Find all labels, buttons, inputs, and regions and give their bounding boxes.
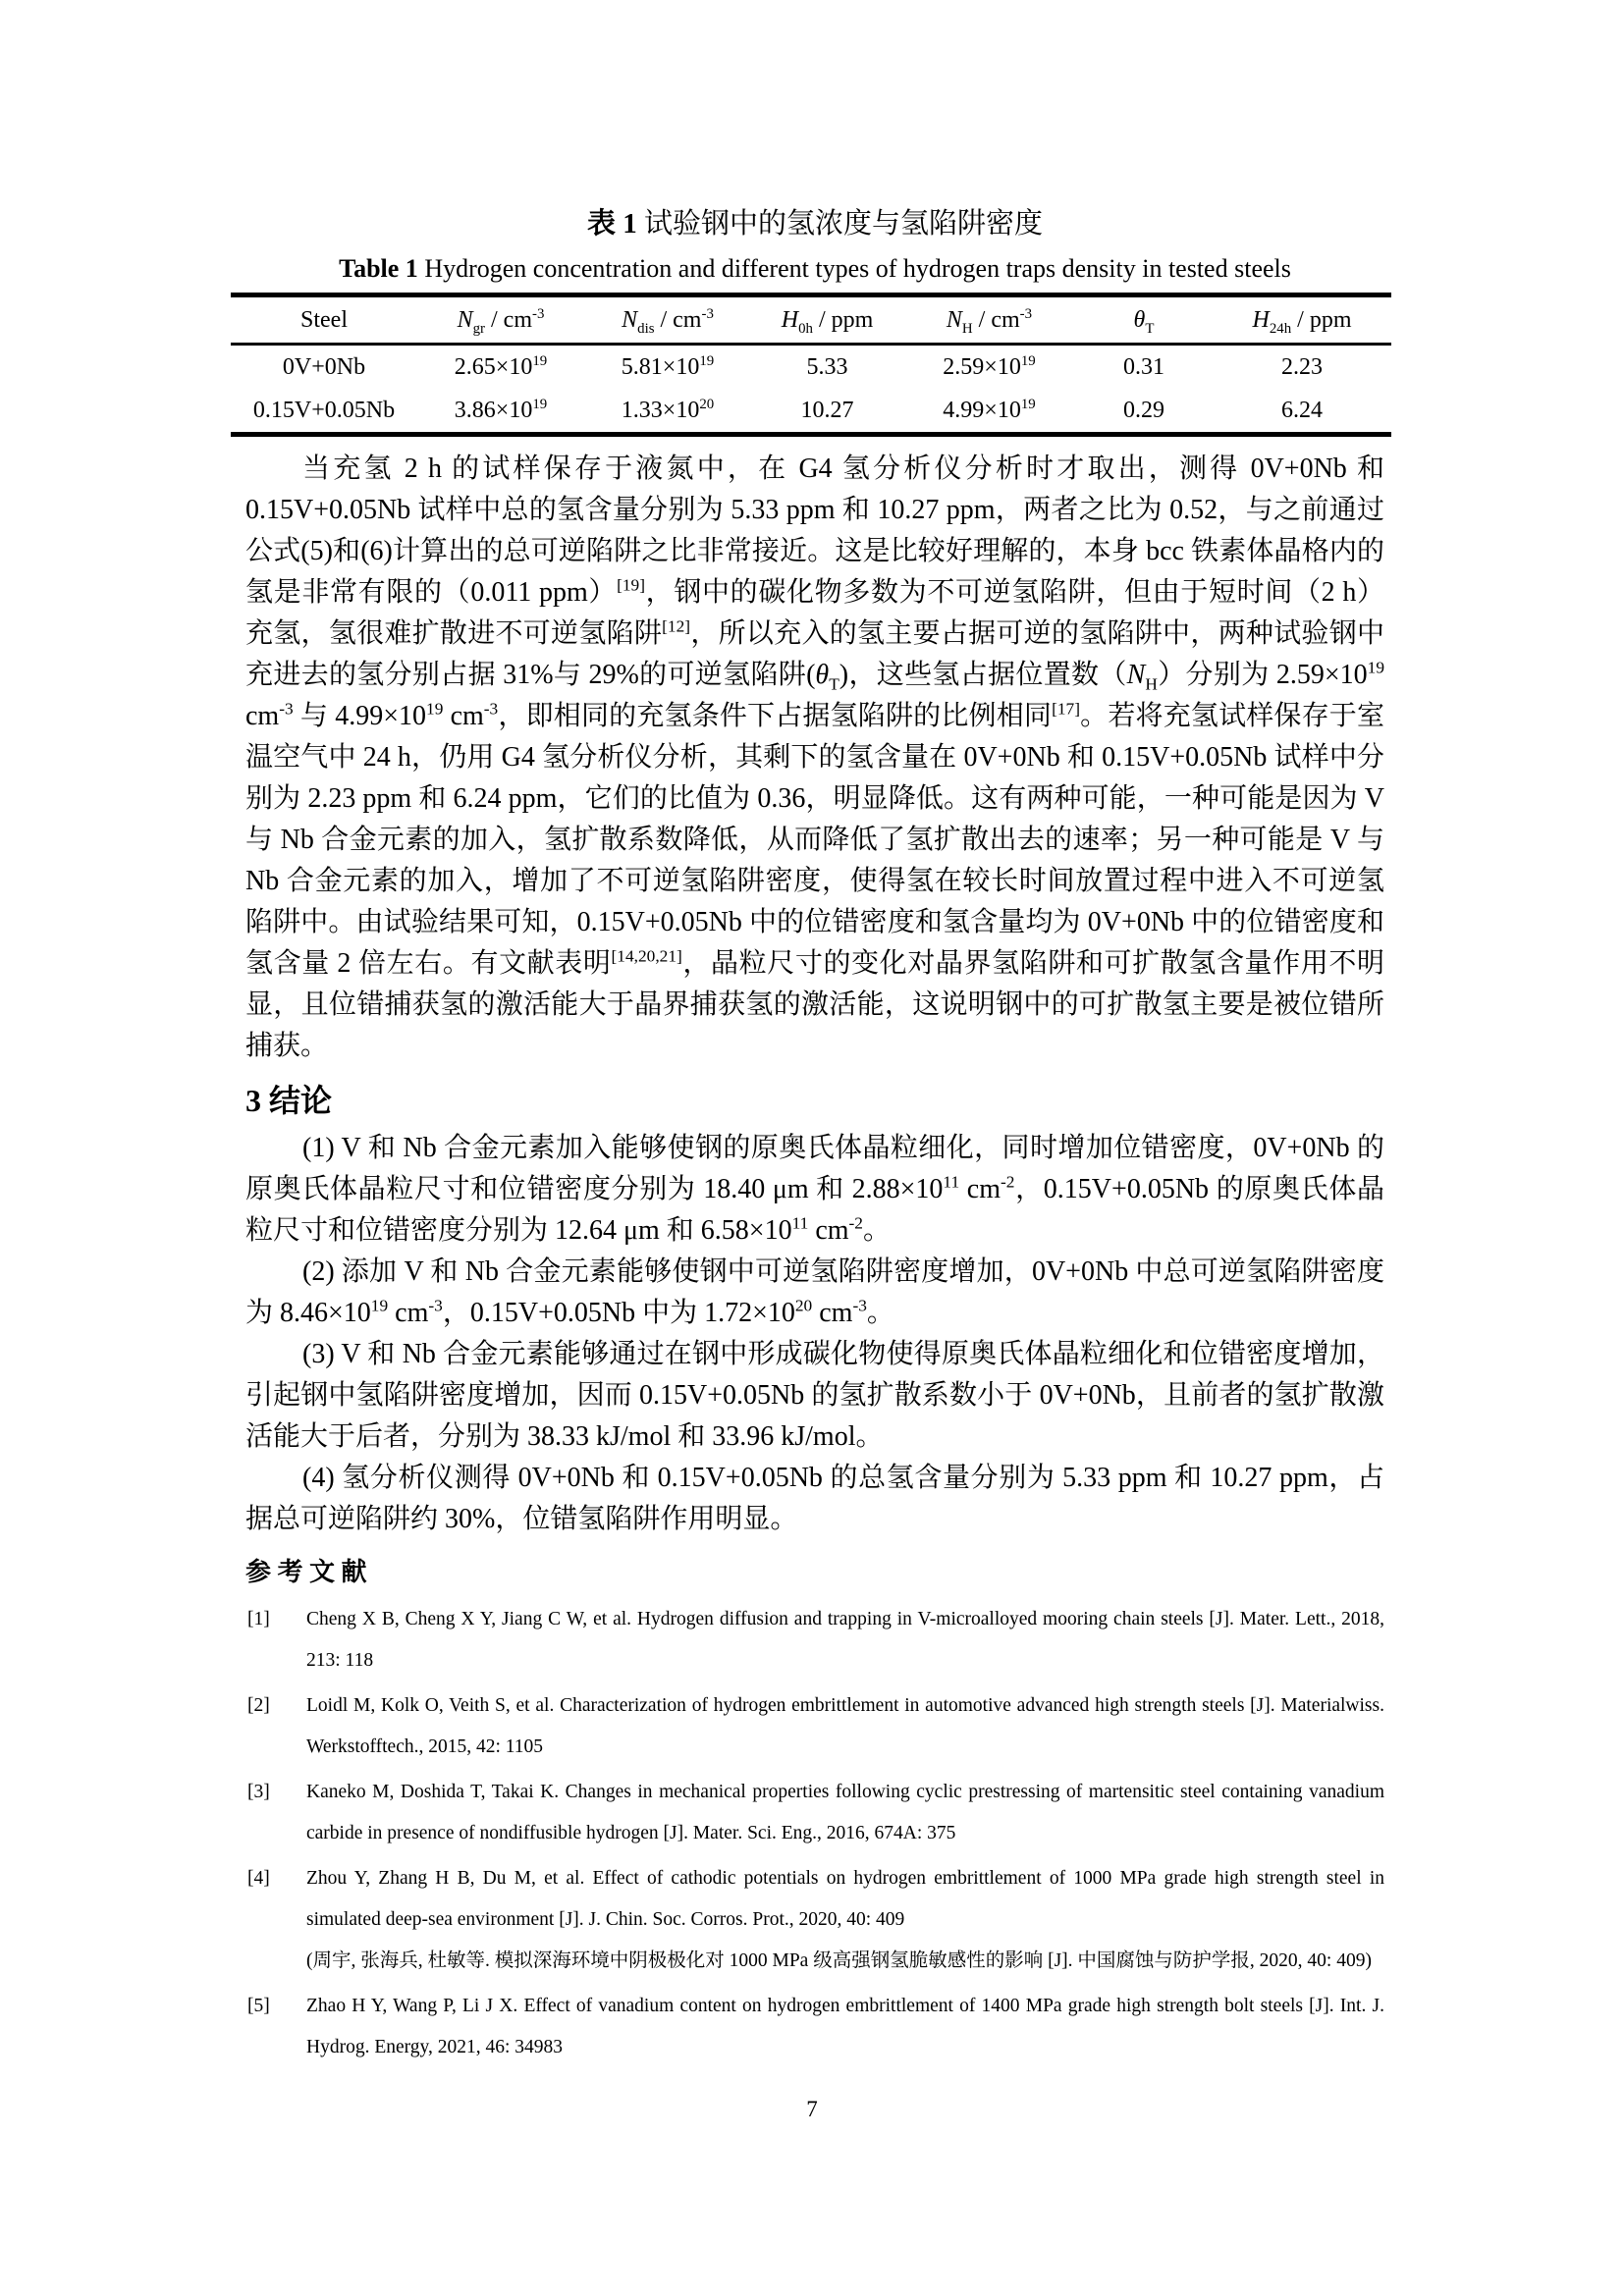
table-caption-zh-label: 表 1 xyxy=(586,208,637,240)
col-header-theta-t: $\theta_T$ xyxy=(1075,295,1213,345)
reference-item xyxy=(245,1772,1384,1854)
reference-marker: [4] xyxy=(247,1868,270,1889)
table-caption-zh xyxy=(245,206,1384,241)
cell-h0h: 5.33 xyxy=(806,353,848,380)
reference-marker: [5] xyxy=(247,1996,270,2016)
reference-text: Kaneko M, Doshida T, Takai K. Changes in mechanical properties following cyclic prestressing of martensitic steel containing vanadium carbide in presence of nondiffusible hydrogen [J]. Mater. Sci. Eng., 2016, 674A: 375 xyxy=(306,1782,1384,1843)
conclusion-item-3: (3) V 和 Nb 合金元素能够通过在钢中形成碳化物使得原奥氏体晶粒细化和位错密度增加，引起钢中氢陷阱密度增加，因而 0.15V+0.05Nb 的氢扩散系数小于 0V+0Nb，且前者的氢扩散激活能大于后者，分别为 38.33 kJ/mol 和 33.96 kJ/mol。 xyxy=(245,1339,1384,1452)
cell-h0h: 10.27 xyxy=(800,397,854,423)
cell-steel: 0.15V+0.05Nb xyxy=(252,397,396,423)
cell-theta-t: 0.29 xyxy=(1123,397,1164,423)
reference-list xyxy=(245,1599,1384,2068)
col-header-ngr: $N_{gr} / cm^{-3}$ xyxy=(417,295,584,345)
table-row xyxy=(231,389,1391,435)
reference-text: Loidl M, Kolk O, Veith S, et al. Characterization of hydrogen embrittlement in automotive advanced high strength steels [J]. Materialwiss. Werkstofftech., 2015, 42: 1105 xyxy=(306,1695,1384,1757)
conclusion-item-4: (4) 氢分析仪测得 0V+0Nb 和 0.15V+0.05Nb 的总氢含量分别为 5.33 ppm 和 10.27 ppm，占据总可逆陷阱约 30%，位错氢陷阱作用明显。 xyxy=(245,1463,1384,1534)
reference-item xyxy=(245,1685,1384,1768)
section-heading-conclusion: 3 结论 xyxy=(245,1083,333,1118)
table-row xyxy=(231,345,1391,390)
reference-item xyxy=(245,1986,1384,2068)
references-heading: 参 考 文 献 xyxy=(245,1558,367,1586)
reference-text: Zhao H Y, Wang P, Li J X. Effect of vanadium content on hydrogen embrittlement of 1400 MPa grade high strength bolt steels [J]. Int. J. Hydrog. Energy, 2021, 46: 34983 xyxy=(306,1996,1384,2057)
page-number: 7 xyxy=(806,2097,818,2121)
col-header-nh: $N_H / cm^{-3}$ xyxy=(903,295,1075,345)
hydrogen-data-table xyxy=(231,293,1391,437)
reference-item xyxy=(245,1599,1384,1682)
cell-theta-t: 0.31 xyxy=(1123,353,1164,380)
cell-ngr: $2.65\times 10^{19}$ xyxy=(454,352,548,380)
discussion-paragraph: 当充氢 2 h 的试样保存于液氮中，在 G4 氢分析仪分析时才取出，测得 0V+0Nb 和 0.15V+0.05Nb 试样中总的氢含量分别为 5.33 ppm 和 10.27 ppm，两者之比为 0.52，与之前通过公式(5)和(6)计算出的总可逆陷阱之比非常接近。这是比较好理解的，本身 bcc 铁素体晶格内的氢是非常有限的（0.011 ppm）[19]，钢中的碳化物多数为不可逆氢陷阱，但由于短时间（2 h）充氢，氢很难扩散进不可逆氢陷阱[12]，所以充入的氢主要占据可逆的氢陷阱中，两种试验钢中充进去的氢分别占据 31%与 29%的可逆氢陷阱$(\theta_T)$，这些氢占据位置数$(N_H)$分别为 $2.59\times 10^{19}$ $cm^{-3}$ 与 $4.99\times 10^{19}$ $cm^{-3}$，即相同的充氢条件下占据氢陷阱的比例相同[17]。若将充氢试样保存于室温空气中 24 h，仍用 G4 氢分析仪分析，其剩下的氢含量在 0V+0Nb 和 0.15V+0.05Nb 试样中分别为 2.23 ppm 和 6.24 ppm，它们的比值为 0.36，明显降低。这有两种可能，一种可能是因为 V 与 Nb 合金元素的加入，氢扩散系数降低，从而降低了氢扩散出去的速率；另一种可能是 V 与 Nb 合金元素的加入，增加了不可逆氢陷阱密度，使得氢在较长时间放置过程中进入不可逆氢陷阱中。由试验结果可知，0.15V+0.05Nb 中的位错密度和氢含量均为 0V+0Nb 中的位错密度和氢含量 2 倍左右。有文献表明[14,20,21]，晶粒尺寸的变化对晶界氢陷阱和可扩散氢含量作用不明显，且位错捕获氢的激活能大于晶界捕获氢的激活能，这说明钢中的可扩散氢主要是被位错所捕获。 xyxy=(245,454,1384,1061)
cell-nh: $4.99\times 10^{19}$ xyxy=(943,396,1036,423)
cell-h24h: 6.24 xyxy=(1281,397,1323,423)
table-caption-en xyxy=(245,253,1384,285)
table-caption-zh-text: 试验钢中的氢浓度与氢陷阱密度 xyxy=(636,208,1044,240)
reference-text: Cheng X B, Cheng X Y, Jiang C W, et al. Hydrogen diffusion and trapping in V-microalloyed mooring chain steels [J]. Mater. Lett., 2018, 213: 118 xyxy=(306,1609,1384,1671)
col-header-ndis: $N_{dis} / cm^{-3}$ xyxy=(584,295,751,345)
reference-text-zh: (周宇, 张海兵, 杜敏等. 模拟深海环境中阴极极化对 1000 MPa 级高强钢氢脆敏感性的影响 [J]. 中国腐蚀与防护学报, 2020, 40: 409) xyxy=(306,1950,1372,1971)
page-content xyxy=(245,0,1384,2072)
cell-steel: 0V+0Nb xyxy=(282,353,366,380)
reference-marker: [3] xyxy=(247,1782,270,1802)
reference-marker: [1] xyxy=(247,1609,270,1629)
conclusion-item-1: (1) V 和 Nb 合金元素加入能够使钢的原奥氏体晶粒细化，同时增加位错密度，0V+0Nb 的原奥氏体晶粒尺寸和位错密度分别为 18.40 μm 和 $2.88\times 10^{11}$ $cm^{-2}$，0.15V+0.05Nb 的原奥氏体晶粒尺寸和位错密度分别为 12.64 μm 和 $6.58\times 10^{11}$ $cm^{-2}$。 xyxy=(245,1133,1384,1246)
table-header-row xyxy=(231,295,1391,345)
cell-ngr: $3.86\times 10^{19}$ xyxy=(454,396,548,423)
cell-ndis: $5.81\times 10^{19}$ xyxy=(621,352,715,380)
conclusion-item-2: (2) 添加 V 和 Nb 合金元素能够使钢中可逆氢陷阱密度增加，0V+0Nb 中总可逆氢陷阱密度为 $8.46\times 10^{19}$ $cm^{-3}$，0.15V+0.05Nb 中为 $1.72\times 10^{20}$ $cm^{-3}$。 xyxy=(245,1256,1384,1328)
table-caption-en-label: Table 1 xyxy=(339,254,418,283)
col-header-h24h: $H_{24h}$ / ppm xyxy=(1213,295,1391,345)
reference-text: Zhou Y, Zhang H B, Du M, et al. Effect of cathodic potentials on hydrogen embrittlement of 1000 MPa grade high strength steel in simulated deep-sea environment [J]. J. Chin. Soc. Corros. Prot., 2020, 40: 409 xyxy=(306,1868,1384,1930)
table-caption-en-text: Hydrogen concentration and different types of hydrogen traps density in tested steels xyxy=(417,254,1291,283)
reference-item xyxy=(245,1858,1384,1982)
reference-marker: [2] xyxy=(247,1695,270,1716)
col-header-h0h: $H_{0h}$ / ppm xyxy=(751,295,903,345)
col-header-steel: Steel xyxy=(231,295,417,345)
cell-h24h: 2.23 xyxy=(1281,353,1323,380)
cell-ndis: $1.33\times 10^{20}$ xyxy=(621,396,715,423)
cell-nh: $2.59\times 10^{19}$ xyxy=(943,352,1036,380)
